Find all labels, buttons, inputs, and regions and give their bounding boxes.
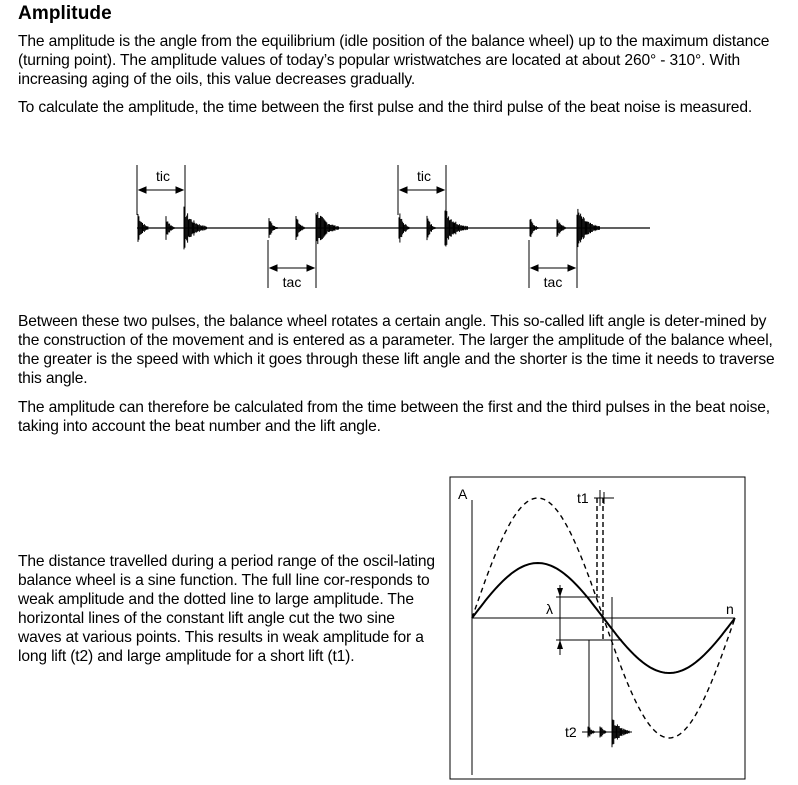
t1-marker-lines	[597, 498, 603, 640]
sine-paragraph: The distance travelled during a period range of the oscil-lating balance wheel is a sine function. The full line cor-responds to weak amplitude and the dotted line to large amplitude. The horizontal lines of the constant lift angle cut the two sine waves at various points. This results in weak amplitude for a long lift (t2) and large amplitude for a short lift (t1).	[18, 553, 435, 665]
t2-marker-lines	[589, 597, 612, 732]
tac-2-label: tac	[543, 274, 563, 290]
tic-2-label: tic	[417, 168, 431, 184]
intro-paragraph: The amplitude is the angle from the equilibrium (idle position of the balance wheel) up to the maximum distance (turning point). The amplitude values of today’s popular wristwatches are located at about 260° - 310°. With increasing aging of the oils, this value decreases gradually.	[18, 33, 770, 88]
lift-angle-label: λ	[546, 601, 553, 617]
measure-paragraph: To calculate the amplitude, the time between the first pulse and the third pulse of the beat noise is measured.	[18, 99, 753, 116]
y-axis-label: A	[458, 486, 468, 502]
calculation-paragraph: The amplitude can therefore be calculated from the time between the first and the third pulses in the beat noise, taking into account the beat number and the lift angle.	[18, 399, 770, 435]
tic-1-label: tic	[156, 168, 170, 184]
tac-1-label: tac	[282, 274, 302, 290]
lift-angle-paragraph: Between these two pulses, the balance wheel rotates a certain angle. This so-called lift angle is deter-mined by the construction of the movement and is entered as a parameter. The larger the amplitude of the balance wheel, the greater is the speed with which it goes through these lift angle and the shorter is the time it needs to traverse this angle.	[18, 313, 775, 387]
t2-label: t2	[565, 724, 577, 740]
axis-end-label: n	[726, 601, 734, 617]
t1-label: t1	[577, 490, 589, 506]
t1-pulse	[594, 490, 614, 506]
page-title: Amplitude	[18, 3, 112, 24]
